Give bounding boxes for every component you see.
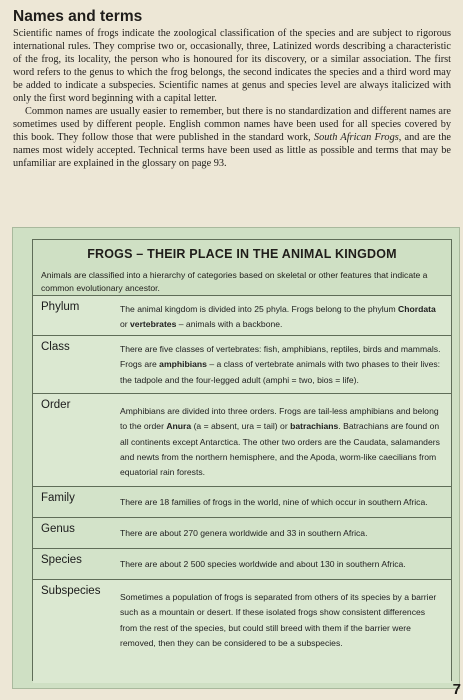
row-class <box>33 335 451 394</box>
intro-text <box>13 27 451 170</box>
desc-text: There are five classes of vertebrates: fish, amphibians, reptiles, birds and mammals. Frogs are <box>120 344 441 370</box>
desc-text: There are about 2 500 species worldwide and about 130 in southern Africa. <box>120 559 406 569</box>
desc-text: or <box>120 319 131 330</box>
row-term: Species <box>41 554 82 566</box>
row-description <box>120 342 441 388</box>
intro-paragraph-2-start: Common names are usually easier to remember, but there is no standardization and different names are sometimes used by different people. English common names have been used for all species covered by this book. They follow those that were published in the standard work, <box>13 106 451 143</box>
row-term: Genus <box>41 523 75 535</box>
row-description <box>120 526 441 541</box>
classification-panel <box>12 227 460 689</box>
row-term: Class <box>41 341 70 353</box>
desc-text: – animals with a backbone. <box>176 319 283 330</box>
desc-bold: amphibians <box>159 359 207 370</box>
row-term: Subspecies <box>41 585 101 597</box>
row-subspecies <box>33 579 451 683</box>
desc-text: Sometimes a population of frogs is separated from others of its species by a barrier such as a mountain or desert. If these isolated frogs show consistent differences from the rest of the species, but could still breed with them if the barrier were removed, then they can be considered to be a subspecies. <box>120 592 437 648</box>
page-number: 7 <box>452 681 461 698</box>
row-description <box>120 302 441 333</box>
intro-paragraph-1: Scientific names of frogs indicate the zoological classification of the species and are subject to rigorous international rules. They comprise two or, occasionally, three, Latinized words describing a characteristic of the frog, its locality, the person who is honoured for its discovery, or a similar association. The first word refers to the genus to which the frog belongs, the second indicates the species and a third word may be added to indicate a subspecies. Scientific names at genus and species level are always italicized with only the first word beginning with a capital letter. <box>13 28 451 104</box>
intro-paragraph-2-end: , and are the names most widely accepted. Technical terms have been used as little as possible and terms that may be unfamiliar are explained in the glossary on page 93. <box>13 132 451 169</box>
desc-text: The animal kingdom is divided into 25 phyla. Frogs belong to the phylum <box>120 304 399 314</box>
row-description <box>120 557 441 572</box>
row-order <box>33 393 451 487</box>
desc-text: There are 18 families of frogs in the world, nine of which occur in southern Africa. <box>120 497 428 507</box>
desc-text: (a = absent, ura = tail) or <box>191 421 291 432</box>
row-description <box>120 590 441 651</box>
row-term: Order <box>41 399 71 411</box>
desc-bold: batrachians <box>290 421 339 432</box>
desc-text: There are about 270 genera worldwide and 33 in southern Africa. <box>120 528 368 538</box>
row-genus <box>33 517 451 549</box>
desc-bold: Anura <box>166 421 192 432</box>
row-family <box>33 486 451 518</box>
box-intro: Animals are classified into a hierarchy of categories based on skeletal or other features that indicate a common evolutionary ancestor. <box>41 270 428 293</box>
classification-box <box>32 239 452 681</box>
section-heading: Names and terms <box>13 8 143 25</box>
row-species <box>33 548 451 580</box>
row-term: Phylum <box>41 301 80 313</box>
box-title: FROGS – THEIR PLACE IN THE ANIMAL KINGDOM <box>87 247 397 261</box>
desc-text: Amphibians are divided into three orders. Frogs are tail-less amphibians and belong to the order <box>120 406 439 432</box>
desc-bold: Chordata <box>398 304 436 314</box>
row-description <box>120 495 441 510</box>
row-phylum <box>33 295 451 336</box>
desc-text: – a class of vertebrate animals with two phases to their lives: the tadpole and the four-legged adult (amphi = two, bios = life). <box>120 359 441 385</box>
book-title: South African Frogs <box>313 132 399 143</box>
row-description <box>120 404 441 480</box>
row-term: Family <box>41 492 75 504</box>
classification-table <box>33 295 451 680</box>
desc-text: . Batrachians are found on all continents except Antarctica. The other two orders are the Caudata, salamanders and newts from the northern hemisphere, and the Apoda, worm-like caecilians from equatorial rain forests. <box>120 421 440 478</box>
desc-bold: vertebrates <box>130 319 177 330</box>
intro-paragraph-2 <box>13 105 451 170</box>
